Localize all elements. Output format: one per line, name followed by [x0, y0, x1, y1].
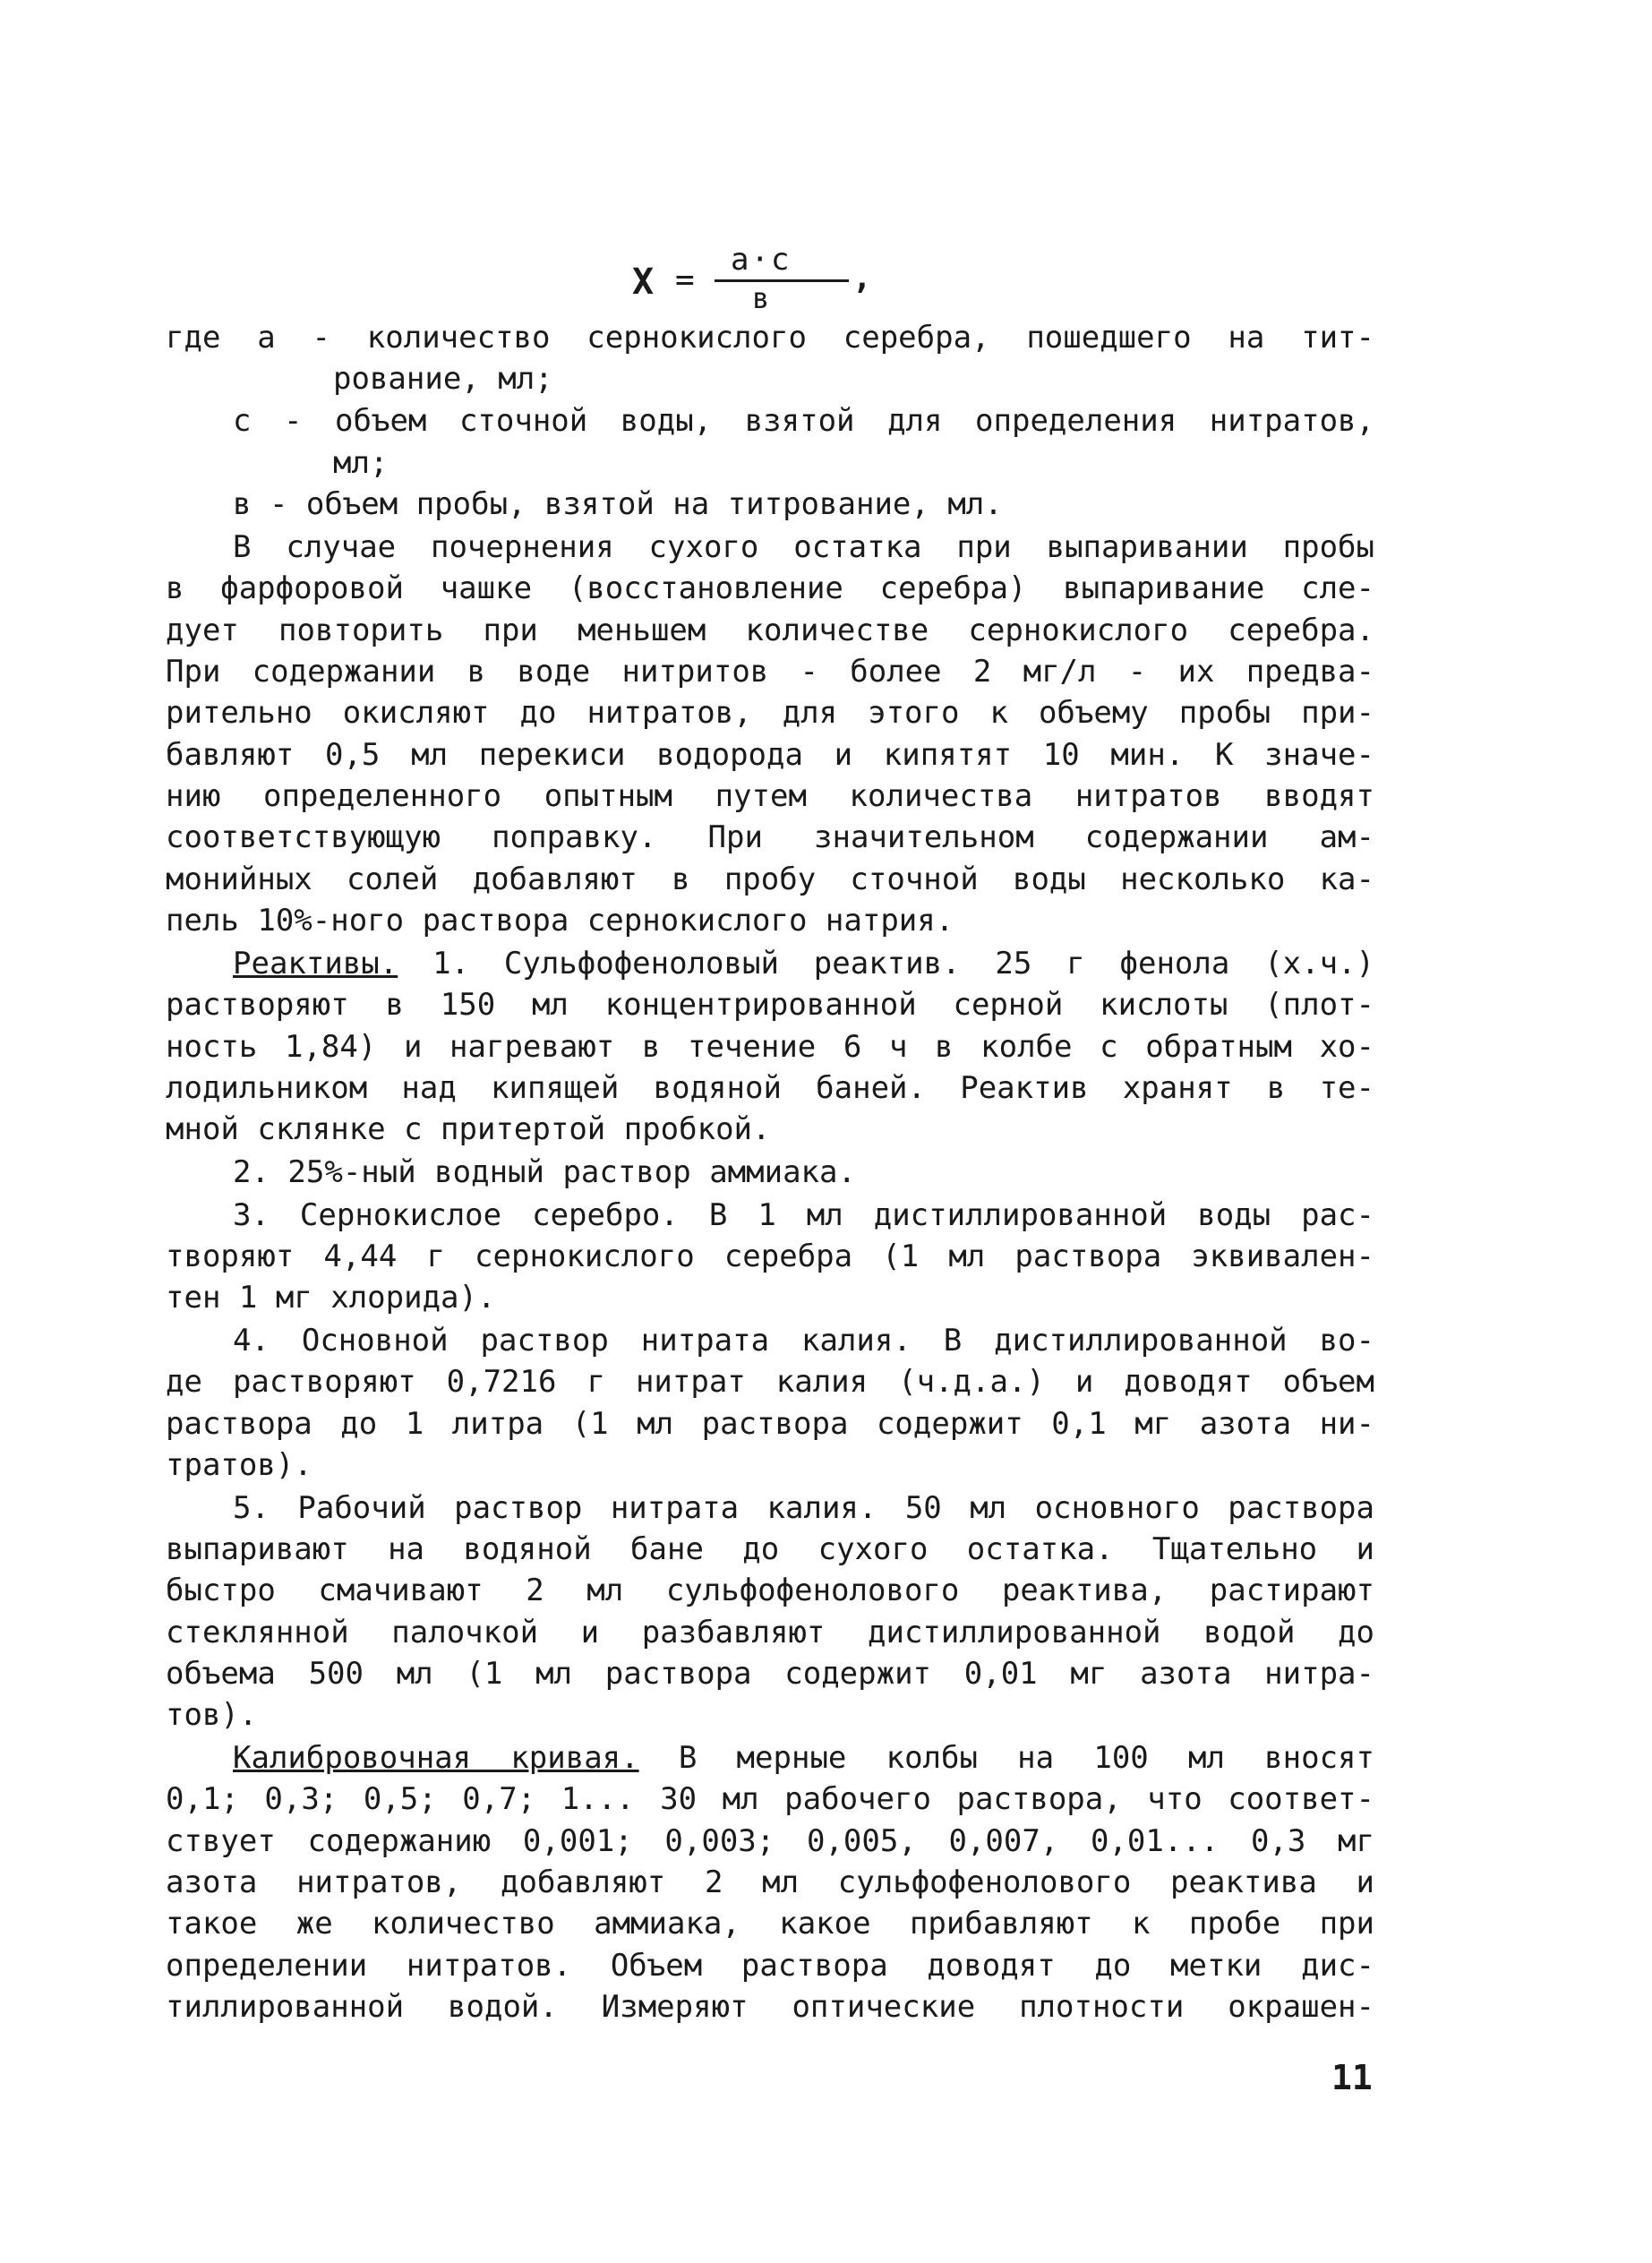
text-line: с - объем сточной воды, взятой для определения нитратов, [233, 403, 1374, 439]
text-line: тиллированной водой. Измеряют оптические плотности окрашен- [166, 1989, 1374, 2025]
text-line: де растворяют 0,7216 г нитрат калия (ч.д.а.) и доводят объем [166, 1364, 1374, 1400]
text-line: выпаривают на водяной бане до сухого остатка. Тщательно и [166, 1531, 1374, 1567]
text-line: объема 500 мл (1 мл раствора содержит 0,01 мг азота нитра- [166, 1656, 1374, 1692]
fraction-bar [715, 279, 849, 282]
text-line: ствует содержанию 0,001; 0,003; 0,005, 0,007, 0,01... 0,3 мг [166, 1823, 1374, 1859]
text-line: бавляют 0,5 мл перекиси водорода и кипятят 10 мин. К значе- [166, 737, 1374, 773]
formula-equals: = [675, 261, 695, 298]
text-line: рование, мл; [333, 361, 553, 397]
text-line: При содержании в воде нитритов - более 2 мг/л - их предва- [166, 654, 1374, 690]
text-line: определении нитратов. Объем раствора доводят до метки дис- [166, 1948, 1374, 1984]
reagent-line: Реактивы. 1. Сульфофеноловый реактив. 25 г фенола (х.ч.) [233, 946, 1374, 981]
calibration-line: Калибровочная кривая. В мерные колбы на 100 мл вносят [233, 1740, 1374, 1776]
text-line: растворяют в 150 мл концентрированной серной кислоты (плот- [166, 987, 1374, 1023]
text-line: тов). [166, 1697, 258, 1733]
text-line: нию определенного опытным путем количества нитратов вводят [166, 778, 1374, 814]
text-line: быстро смачивают 2 мл сульфофенолового реактива, растирают [166, 1573, 1374, 1608]
section-heading-calibration: Калибровочная кривая. [233, 1740, 639, 1776]
text-line: рительно окисляют до нитратов, для этого к объему пробы при- [166, 695, 1374, 731]
text-line: раствора до 1 литра (1 мл раствора содержит 0,1 мг азота ни- [166, 1406, 1374, 1442]
text-line: стеклянной палочкой и разбавляют дистиллированной водой до [166, 1615, 1374, 1650]
text-line: тен 1 мг хлорида). [166, 1280, 496, 1316]
text-line: соответствующую поправку. При значительном содержании ам- [166, 819, 1374, 855]
text-line: 3. Сернокислое серебро. В 1 мл дистиллированной воды рас- [233, 1197, 1374, 1233]
text-line: в фарфоровой чашке (восстановление серебра) выпаривание сле- [166, 570, 1374, 606]
text-line: где а - количество сернокислого серебра, пошедшего на тит- [166, 320, 1374, 356]
text-line: В случае почернения сухого остатка при выпаривании пробы [233, 529, 1374, 565]
text-line: мл; [333, 445, 389, 481]
page-number: 11 [1331, 2058, 1373, 2097]
formula-numerator: a·c [731, 242, 792, 278]
text-line: азота нитратов, добавляют 2 мл сульфофенолового реактива и [166, 1864, 1374, 1900]
text-line: творяют 4,44 г сернокислого серебра (1 мл раствора эквивален- [166, 1239, 1374, 1274]
text-line: пель 10%-ного раствора сернокислого натрия. [166, 903, 954, 939]
text-line: в - объем пробы, взятой на титрование, мл. [233, 486, 1003, 522]
text-line: 4. Основной раствор нитрата калия. В дистиллированной во- [233, 1323, 1374, 1359]
text-line: монийных солей добавляют в пробу сточной воды несколько ка- [166, 861, 1374, 897]
section-heading-reagents: Реактивы. [233, 946, 398, 981]
text-line: 0,1; 0,3; 0,5; 0,7; 1... 30 мл рабочего раствора, что соответ- [166, 1781, 1374, 1817]
text-line: мной склянке с притертой пробкой. [166, 1111, 771, 1147]
text-line: тратов). [166, 1447, 312, 1483]
text-line: 2. 25%-ный водный раствор аммиака. [233, 1154, 856, 1190]
text-line: 5. Рабочий раствор нитрата калия. 50 мл основного раствора [233, 1490, 1374, 1526]
formula-denominator: в [752, 281, 770, 315]
text-line: дует повторить при меньшем количестве сернокислого серебра. [166, 613, 1374, 648]
formula-comma: , [852, 260, 872, 296]
formula-lhs: X [632, 261, 655, 303]
text-line: ность 1,84) и нагревают в течение 6 ч в колбе с обратным хо- [166, 1029, 1374, 1065]
text-line: лодильником над кипящей водяной баней. Реактив хранят в те- [166, 1070, 1374, 1106]
text-line: такое же количество аммиака, какое прибавляют к пробе при [166, 1906, 1374, 1942]
